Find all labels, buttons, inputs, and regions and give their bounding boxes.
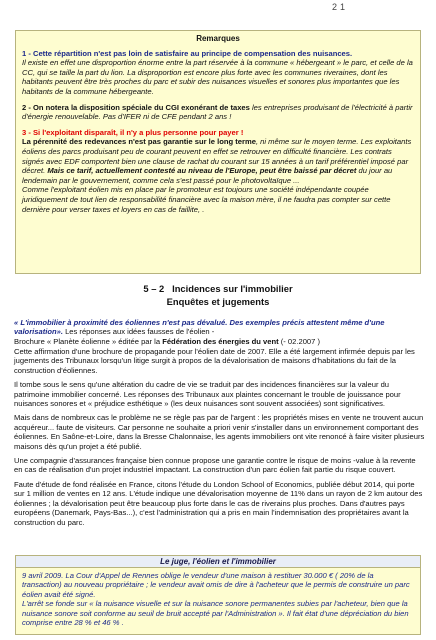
body-paragraph-1: Cette affirmation d'une brochure de propagande pour l'éolien date de 2007. Elle a été largement infirmée depuis par les jugements des Tribunaux lorsqu'un litige surgit à propos de la dévalorisation de maisons d'habitations du fait de la construction d'éoliennes. [14,347,415,375]
remark-3-bold-1: La pérennité des redevances n'est pas garantie sur le long terme [22,137,256,147]
remarks-title: Remarques [196,34,240,43]
remark-1-heading: 1 - Cette répartition n'est pas loin de satisfaire au principe de compensation des nuisances. [22,48,353,58]
judge-paragraph-2: L'arrêt se fonde sur « la nuisance visuelle et sur la nuisance sonore permanentes subies par l'acheteur, bien que la nuisance sonore soit conforme au seuil de bruit accepté par l'Administration ». Il fait état d'une dépréciation du bien comprise entre 28 % et 46 % . [22,599,409,628]
article-body [14,347,426,532]
page-number: 21 [331,2,348,12]
remark-3 [22,128,414,214]
remark-3-text-3: Comme l'exploitant éolien mis en place par le promoteur est toujours une société indépendante coupée juridiquement de tout lien de responsabilité financière avec la maison mère, il ne faudra pas compter sur cette dernière pour verser taxes et loyers en cas de faillite, . [22,185,391,214]
remark-2-heading: 2 - On notera la disposition spéciale du CGI exonérant de taxes [22,102,250,112]
quote-block [14,318,426,346]
judge-box-title: Le juge, l'éolien et l'immobilier [16,556,420,568]
quote-date: (- 02.2007 ) [278,336,321,346]
body-paragraph-3: Mais dans de nombreux cas le problème ne se règle pas par de l'argent : les propriétés mises en vente ne trouvent aucun acquéreur... faute de visiteurs. Car personne ne souhaite a priori venir s'installer dans un environnement comportant des éoliennes. En Saône-et-Loire, dans la Bresse Chalonnaise, les agents immobiliers ont vite renoncé à faire visiter plusieurs maisons dès qu'un projet a été publié. [14,413,425,451]
section-heading [0,283,436,294]
remark-3-text-2: du jour au lendemain par le gouvernement, comme cela s'est passé pour le photovoltaïque ... [22,166,393,185]
quote-source: Les réponses aux idées fausses de l'éolien - [62,327,215,337]
judge-paragraph-1: 9 avril 2009. La Cour d'Appel de Rennes oblige le vendeur d'une maison à restituer 30.000 € ( 20% de la transaction) au nouveau propriétaire ; le vendeur avait omis de dire à l'acheteur que le permis de construire un parc éolien avait été signé. [22,571,410,599]
body-paragraph-4: Une compagnie d'assurances française bien connue propose une garantie contre le risque de moins -value à la revente en cas de réalisation d'un projet industriel impactant. La construction d'un parc éolien fait partie du risque couvert. [14,456,416,475]
judge-box [15,555,421,635]
remark-1 [22,49,414,97]
remark-3-heading: 3 - Si l'exploitant disparaît, il n'y a plus personne pour payer ! [22,127,244,137]
remarks-box [15,30,421,274]
judge-box-content [16,568,420,634]
remark-3-text-1: , ni même sur le moyen terme. Les exploitants éoliens des parcs produisant peu de courant peuvent en effet se retrouver en difficulté financière. Les contrats signés avec EDF comportent bien une clause de rachat du courant sur 15 années à un tarif préférentiel imposé par décret. [22,137,412,176]
body-paragraph-5: Faute d'étude de fond réalisée en France, citons l'étude du London School of Economics, publiée début 2014, qui porte sur 1 million de ventes en 12 ans. L'étude indique une dévalorisation moyenne de 11% dans un rayon de 2 km autour des éoliennes ; la dévalorisation peut être beaucoup plus forte dans le cas de riverains plus proches. Dans d'autres pays européens (Danemark, Pays-Bas...), c'est l'administration qui a pris en main l'indemnisation des propriétaires avant la construction du parc. [14,479,423,527]
remark-1-body: Il existe en effet une disproportion énorme entre la part réservée à la commune « hébergeant » le parc, et celle de la CC, qui se taille la part du lion. La disproportion est encore plus forte avec les communes riveraines, dont les habitants peuvent être très proches du parc et subir des nuisances visuelles et sonores plus importantes que les habitants de la commune hébergeante. [22,58,413,96]
quote-text: « L'immobilier à proximité des éoliennes n'est pas dévalué. Des exemples précis attestent même d'une valorisation». [14,318,385,337]
remark-3-bold-2: Mais ce tarif, actuellement contesté au niveau de l'Europe, peut être baissé par décret [47,166,357,176]
section-title: Incidences sur l'immobilier [172,283,293,294]
quote-brochure: Brochure « Planète éolienne » éditée par la [14,336,163,346]
quote-publisher: Fédération des énergies du vent [162,336,279,346]
section-subtitle: Enquêtes et jugements [166,296,270,307]
section-number: 5 – 2 [143,283,165,294]
body-paragraph-2: Il tombe sous le sens qu'une altération du cadre de vie se traduit par des incidences financières sur la valeur du patrimoine immobilier concerné. Les réponses des Tribunaux aux plaintes concernant le trouble de jouissance pour nuisances sonores et « préjudice esthétique » (les deux nuisances sont souvent associées) sont significatives. [14,380,401,409]
remark-2-body: les entreprises produisant de l'électricité à partir d'énergie renouvelable. Pas d'IFER ni de CFE pendant 2 ans ! [22,102,413,122]
remark-2 [22,103,414,122]
